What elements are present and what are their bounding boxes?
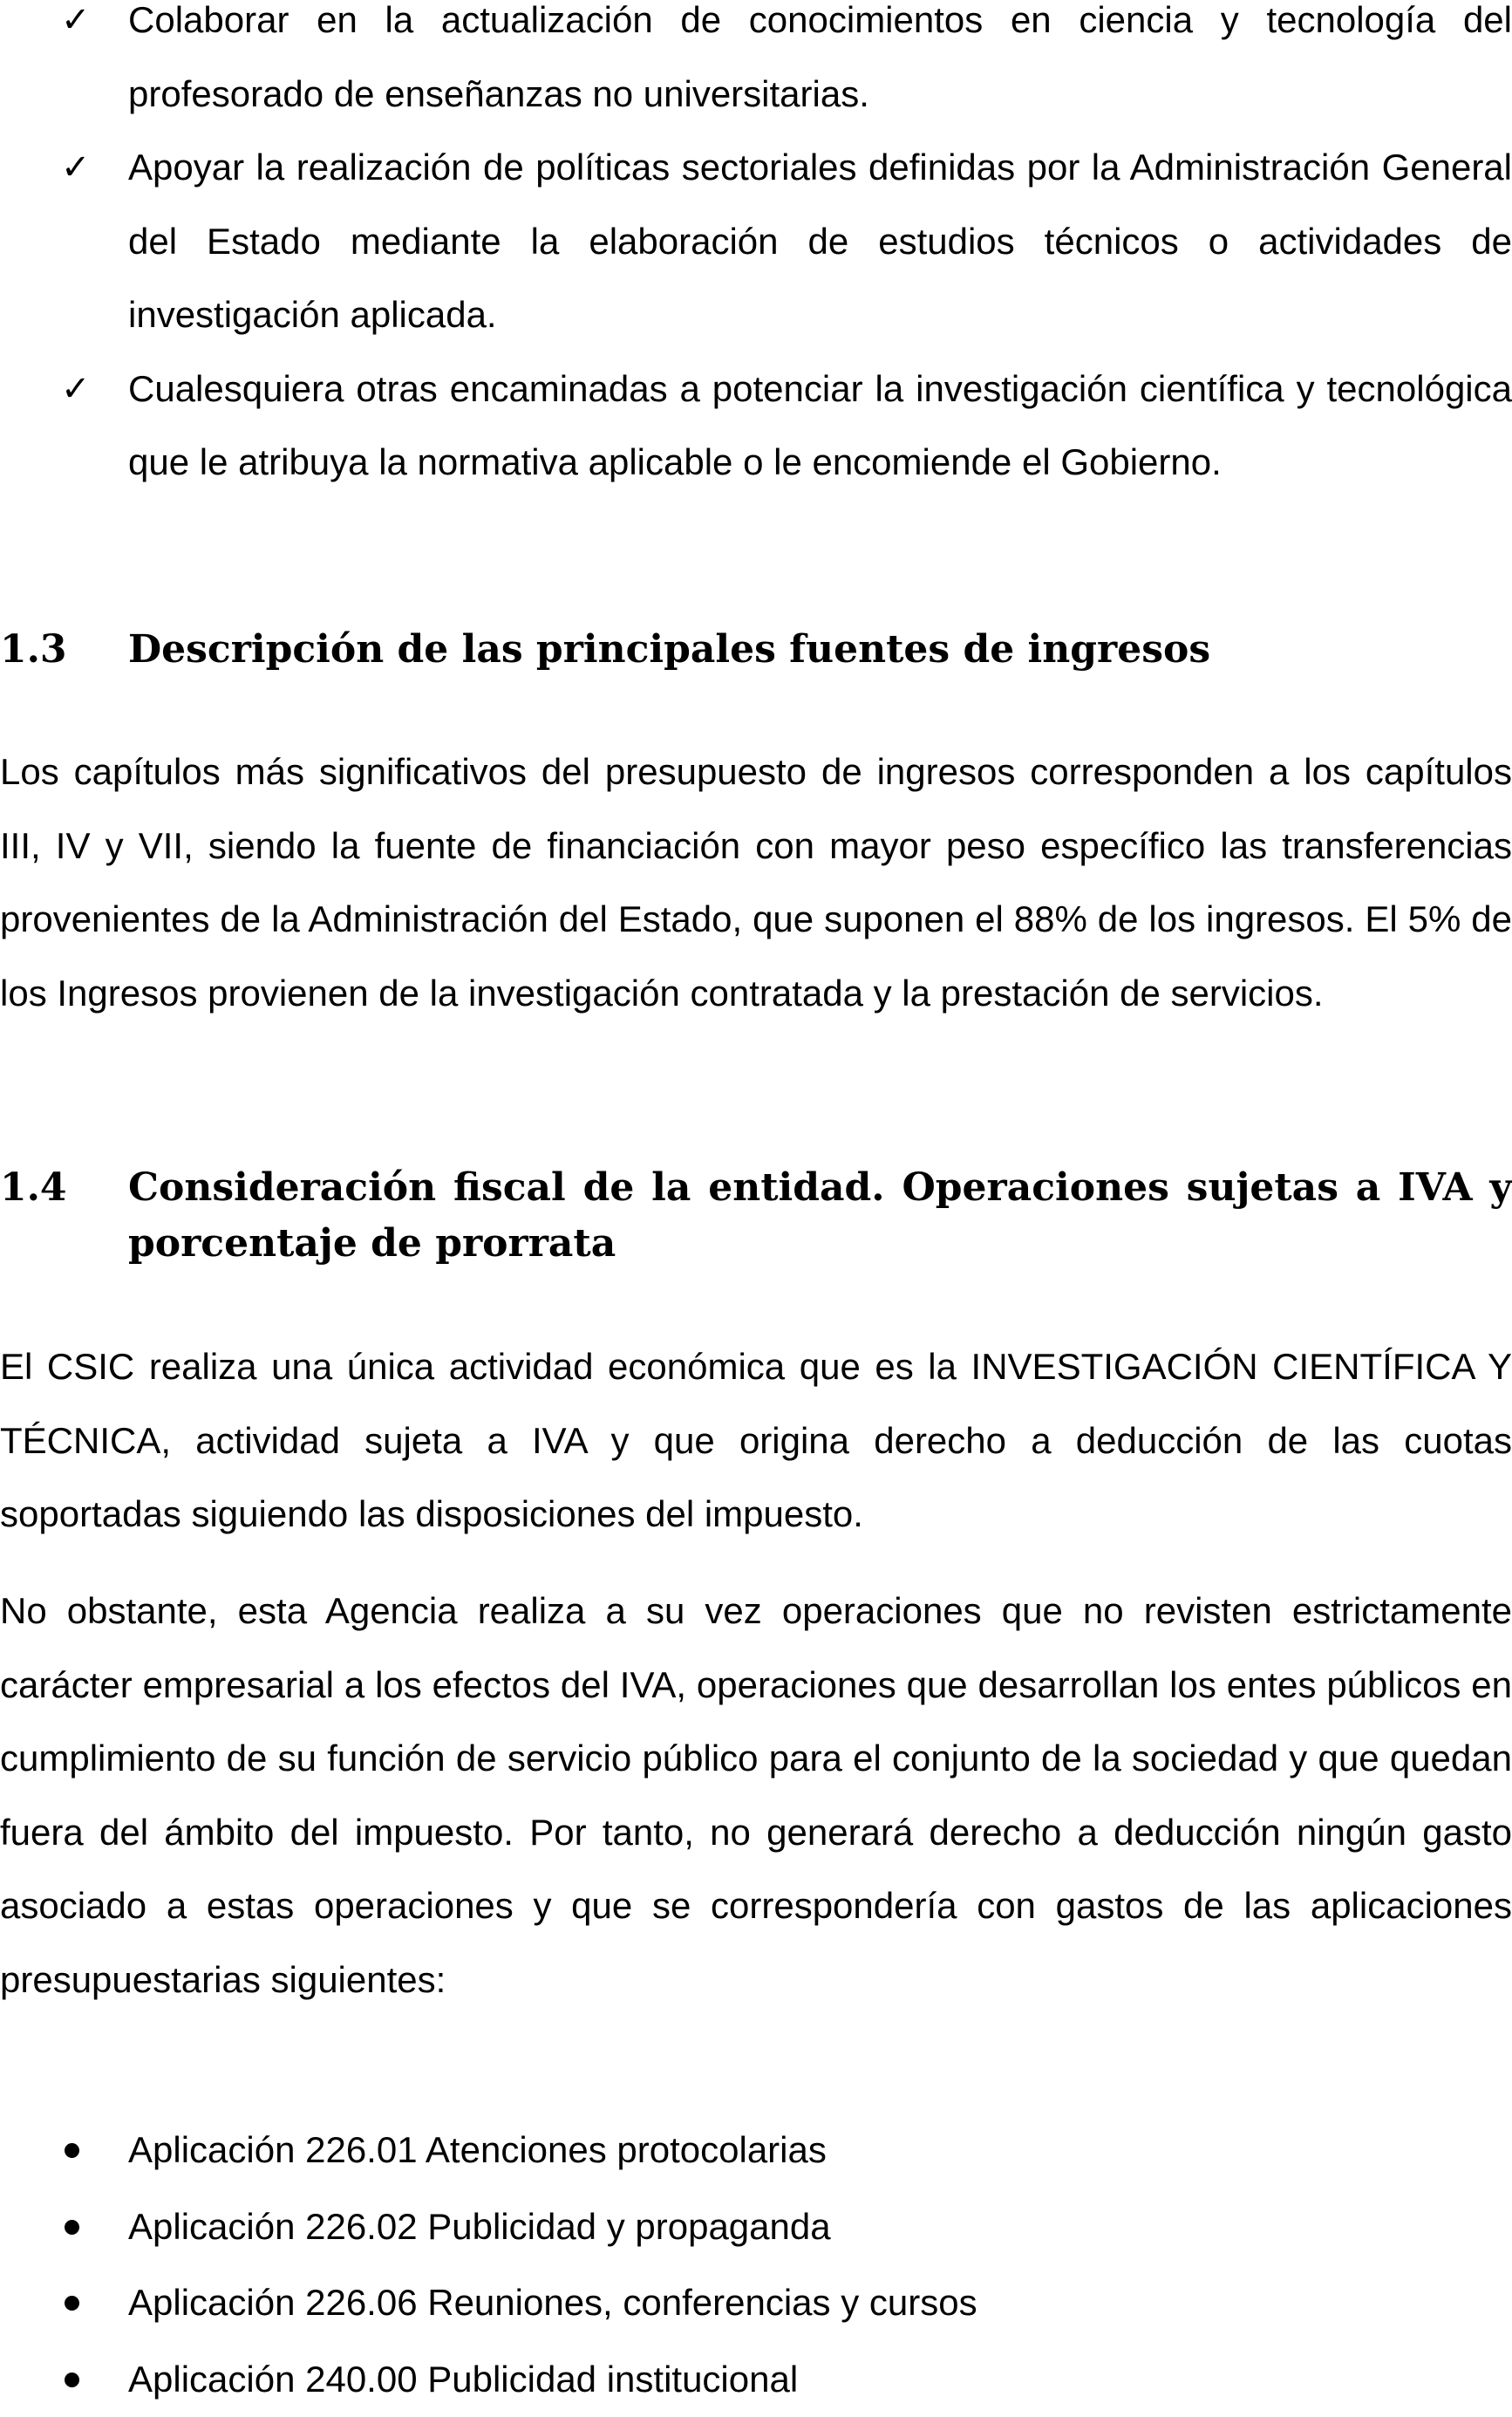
fiscal-paragraph-2: No obstante, esta Agencia realiza a su vez operaciones que no revisten estrictamente carácter empresarial a los efectos del IVA, operaciones que desarrollan los entes públicos en cumplimiento de su función de servicio público para el conjunto de la sociedad y que quedan fuera del ámbito del impuesto. Por tanto, no generará derecho a deducción ningún gasto asociado a estas operaciones y que se correspondería con gastos de las aplicaciones presupuestarias siguientes: [0, 1574, 1512, 2017]
checklist-item [0, 131, 1512, 352]
checkmark-icon: ✓ [61, 131, 91, 205]
list-item [0, 2341, 977, 2417]
list-item [0, 2188, 977, 2265]
checklist-item [0, 0, 1512, 131]
section-number: 1.3 [0, 622, 67, 678]
income-sources-paragraph: Los capítulos más significativos del presupuesto de ingresos corresponden a los capítulos III, IV y VII, siendo la fuente de financiación con mayor peso específico las transferencias provenientes de la Administración del Estado, que suponen el 88% de los ingresos. El 5% de los Ingresos provienen de la investigación contratada y la prestación de servicios. [0, 735, 1512, 1030]
budget-applications-list [0, 2112, 977, 2417]
checklist-item-text: Colaborar en la actualización de conocimientos en ciencia y tecnología del profesorado de enseñanzas no universitarias. [128, 0, 1512, 114]
fiscal-paragraph-1: El CSIC realiza una única actividad económica que es la INVESTIGACIÓN CIENTÍFICA Y TÉCNICA, actividad sujeta a IVA y que origina derecho a deducción de las cuotas soportadas siguiendo las disposiciones del impuesto. [0, 1330, 1512, 1552]
bullet-icon [65, 2296, 79, 2311]
list-item-text: Aplicación 226.06 Reuniones, conferencias y cursos [128, 2282, 977, 2323]
section-title: Descripción de las principales fuentes de ingresos [0, 622, 1512, 678]
checklist-item-text: Apoyar la realización de políticas sectoriales definidas por la Administración General del Estado mediante la elaboración de estudios técnicos o actividades de investigación aplicada. [128, 147, 1512, 335]
objectives-checklist [0, 0, 1512, 500]
section-heading-1-3 [0, 622, 1512, 678]
section-heading-1-4 [0, 1160, 1512, 1272]
list-item-text: Aplicación 226.01 Atenciones protocolarias [128, 2129, 827, 2170]
list-item [0, 2112, 977, 2188]
checkmark-icon: ✓ [61, 352, 91, 427]
list-item-text: Aplicación 226.02 Publicidad y propaganda [128, 2206, 831, 2247]
section-title: Consideración fiscal de la entidad. Operaciones sujetas a IVA y porcentaje de prorrata [0, 1160, 1512, 1272]
bullet-icon [65, 2220, 79, 2235]
bullet-icon [65, 2373, 79, 2387]
list-item-text: Aplicación 240.00 Publicidad institucional [128, 2359, 798, 2400]
section-number: 1.4 [0, 1160, 67, 1216]
checkmark-icon: ✓ [61, 0, 91, 58]
checklist-item [0, 352, 1512, 500]
checklist-item-text: Cualesquiera otras encaminadas a potenciar la investigación científica y tecnológica que le atribuya la normativa aplicable o le encomiende el Gobierno. [128, 368, 1512, 483]
bullet-icon [65, 2143, 79, 2158]
list-item [0, 2264, 977, 2341]
